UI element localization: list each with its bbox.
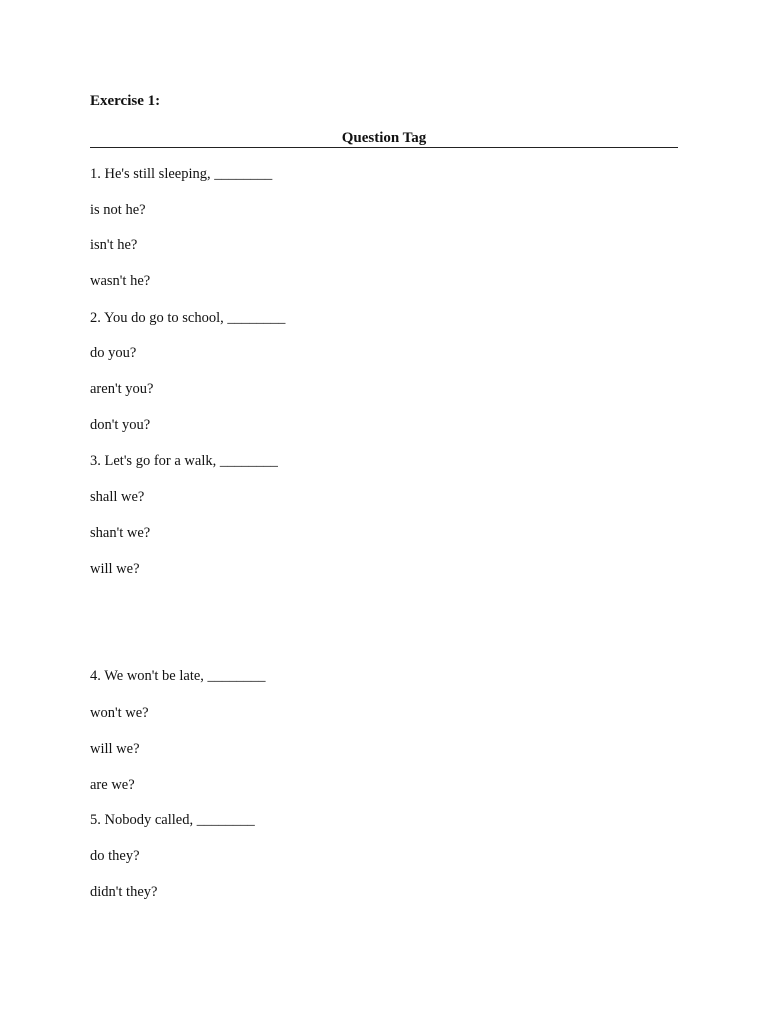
exercise-title: Exercise 1: [90, 93, 161, 109]
question-2-option-2[interactable]: aren't you? [90, 381, 154, 397]
question-3-option-2[interactable]: shan't we? [90, 525, 151, 541]
question-1-prompt: 1. He's still sleeping, ________ [90, 166, 273, 182]
section-heading-rule [90, 129, 678, 148]
question-3-prompt: 3. Let's go for a walk, ________ [90, 453, 278, 469]
question-2-option-1[interactable]: do you? [90, 345, 137, 361]
question-3-option-3[interactable]: will we? [90, 561, 140, 577]
question-5-prompt: 5. Nobody called, ________ [90, 812, 255, 828]
question-2-option-3[interactable]: don't you? [90, 417, 151, 433]
question-5-option-2[interactable]: didn't they? [90, 884, 158, 900]
question-3-option-1[interactable]: shall we? [90, 489, 145, 505]
question-2-prompt: 2. You do go to school, ________ [90, 310, 286, 326]
question-4-prompt: 4. We won't be late, ________ [90, 668, 266, 684]
section-heading: Question Tag [341, 130, 427, 146]
question-1-option-1[interactable]: is not he? [90, 202, 146, 218]
question-4-option-3[interactable]: are we? [90, 777, 135, 793]
question-4-option-2[interactable]: will we? [90, 741, 140, 757]
question-1-option-2[interactable]: isn't he? [90, 237, 138, 253]
question-4-option-1[interactable]: won't we? [90, 705, 149, 721]
question-1-option-3[interactable]: wasn't he? [90, 273, 151, 289]
question-5-option-1[interactable]: do they? [90, 848, 140, 864]
